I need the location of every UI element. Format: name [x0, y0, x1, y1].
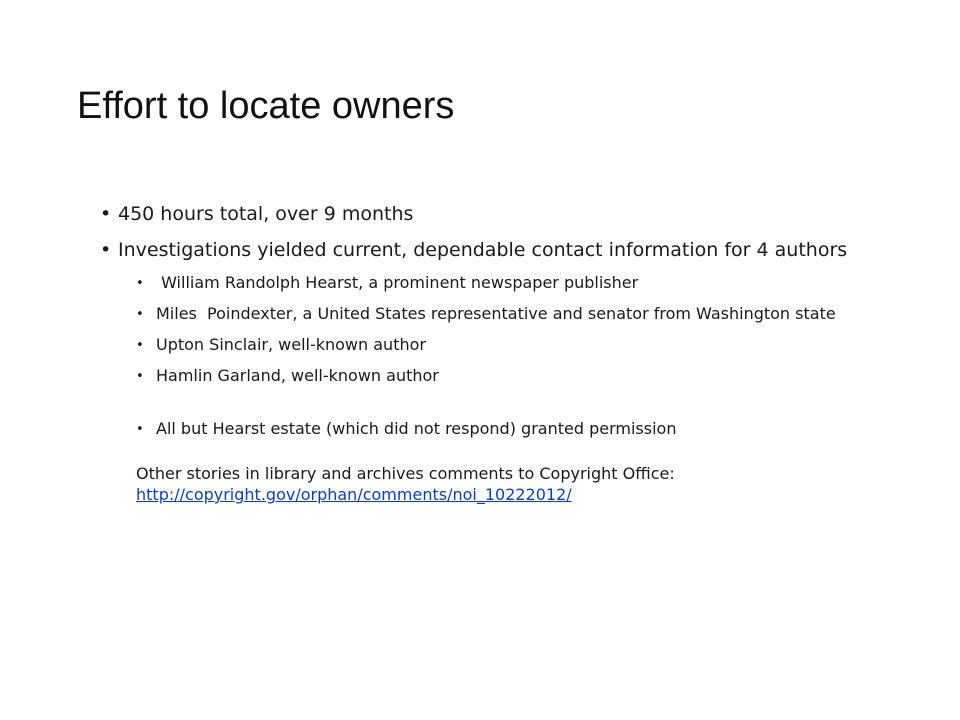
sub-bullet-hearst — [136, 272, 860, 293]
slide-title: Effort to locate owners — [77, 85, 455, 127]
sub-bullet-text: All but Hearst estate (which did not respond) granted permission — [156, 419, 677, 438]
bullet-dot-icon: • — [136, 338, 144, 353]
note-text: Other stories in library and archives comments to Copyright Office: — [136, 464, 675, 483]
sub-bullet-text: Hamlin Garland, well-known author — [156, 366, 439, 385]
bullet-dot-icon: • — [100, 239, 112, 261]
sub-bullet-poindexter — [136, 303, 860, 324]
copyright-comments-link[interactable]: http://copyright.gov/orphan/comments/noi_10222012/ — [136, 485, 572, 504]
bullet-dot-icon: • — [100, 203, 112, 225]
sub-bullet-sinclair — [136, 334, 860, 355]
sub-bullet-text: Upton Sinclair, well-known author — [156, 335, 426, 354]
comments-note — [136, 463, 860, 505]
bullet-dot-icon: • — [136, 422, 144, 437]
bullet-investigations — [100, 236, 860, 264]
slide-body — [100, 200, 860, 505]
bullet-dot-icon: • — [136, 369, 144, 384]
bullet-dot-icon: • — [136, 276, 144, 291]
spacer — [100, 396, 860, 418]
sub-bullet-text: Miles Poindexter, a United States representative and senator from Washington state — [156, 304, 836, 323]
bullet-text: 450 hours total, over 9 months — [118, 203, 414, 225]
sub-bullet-garland — [136, 365, 860, 386]
sub-bullet-permission — [136, 418, 860, 439]
sub-bullet-text: William Randolph Hearst, a prominent newspaper publisher — [156, 273, 639, 292]
bullet-dot-icon: • — [136, 307, 144, 322]
bullet-text: Investigations yielded current, dependable contact information for 4 authors — [118, 239, 848, 261]
bullet-hours — [100, 200, 860, 228]
